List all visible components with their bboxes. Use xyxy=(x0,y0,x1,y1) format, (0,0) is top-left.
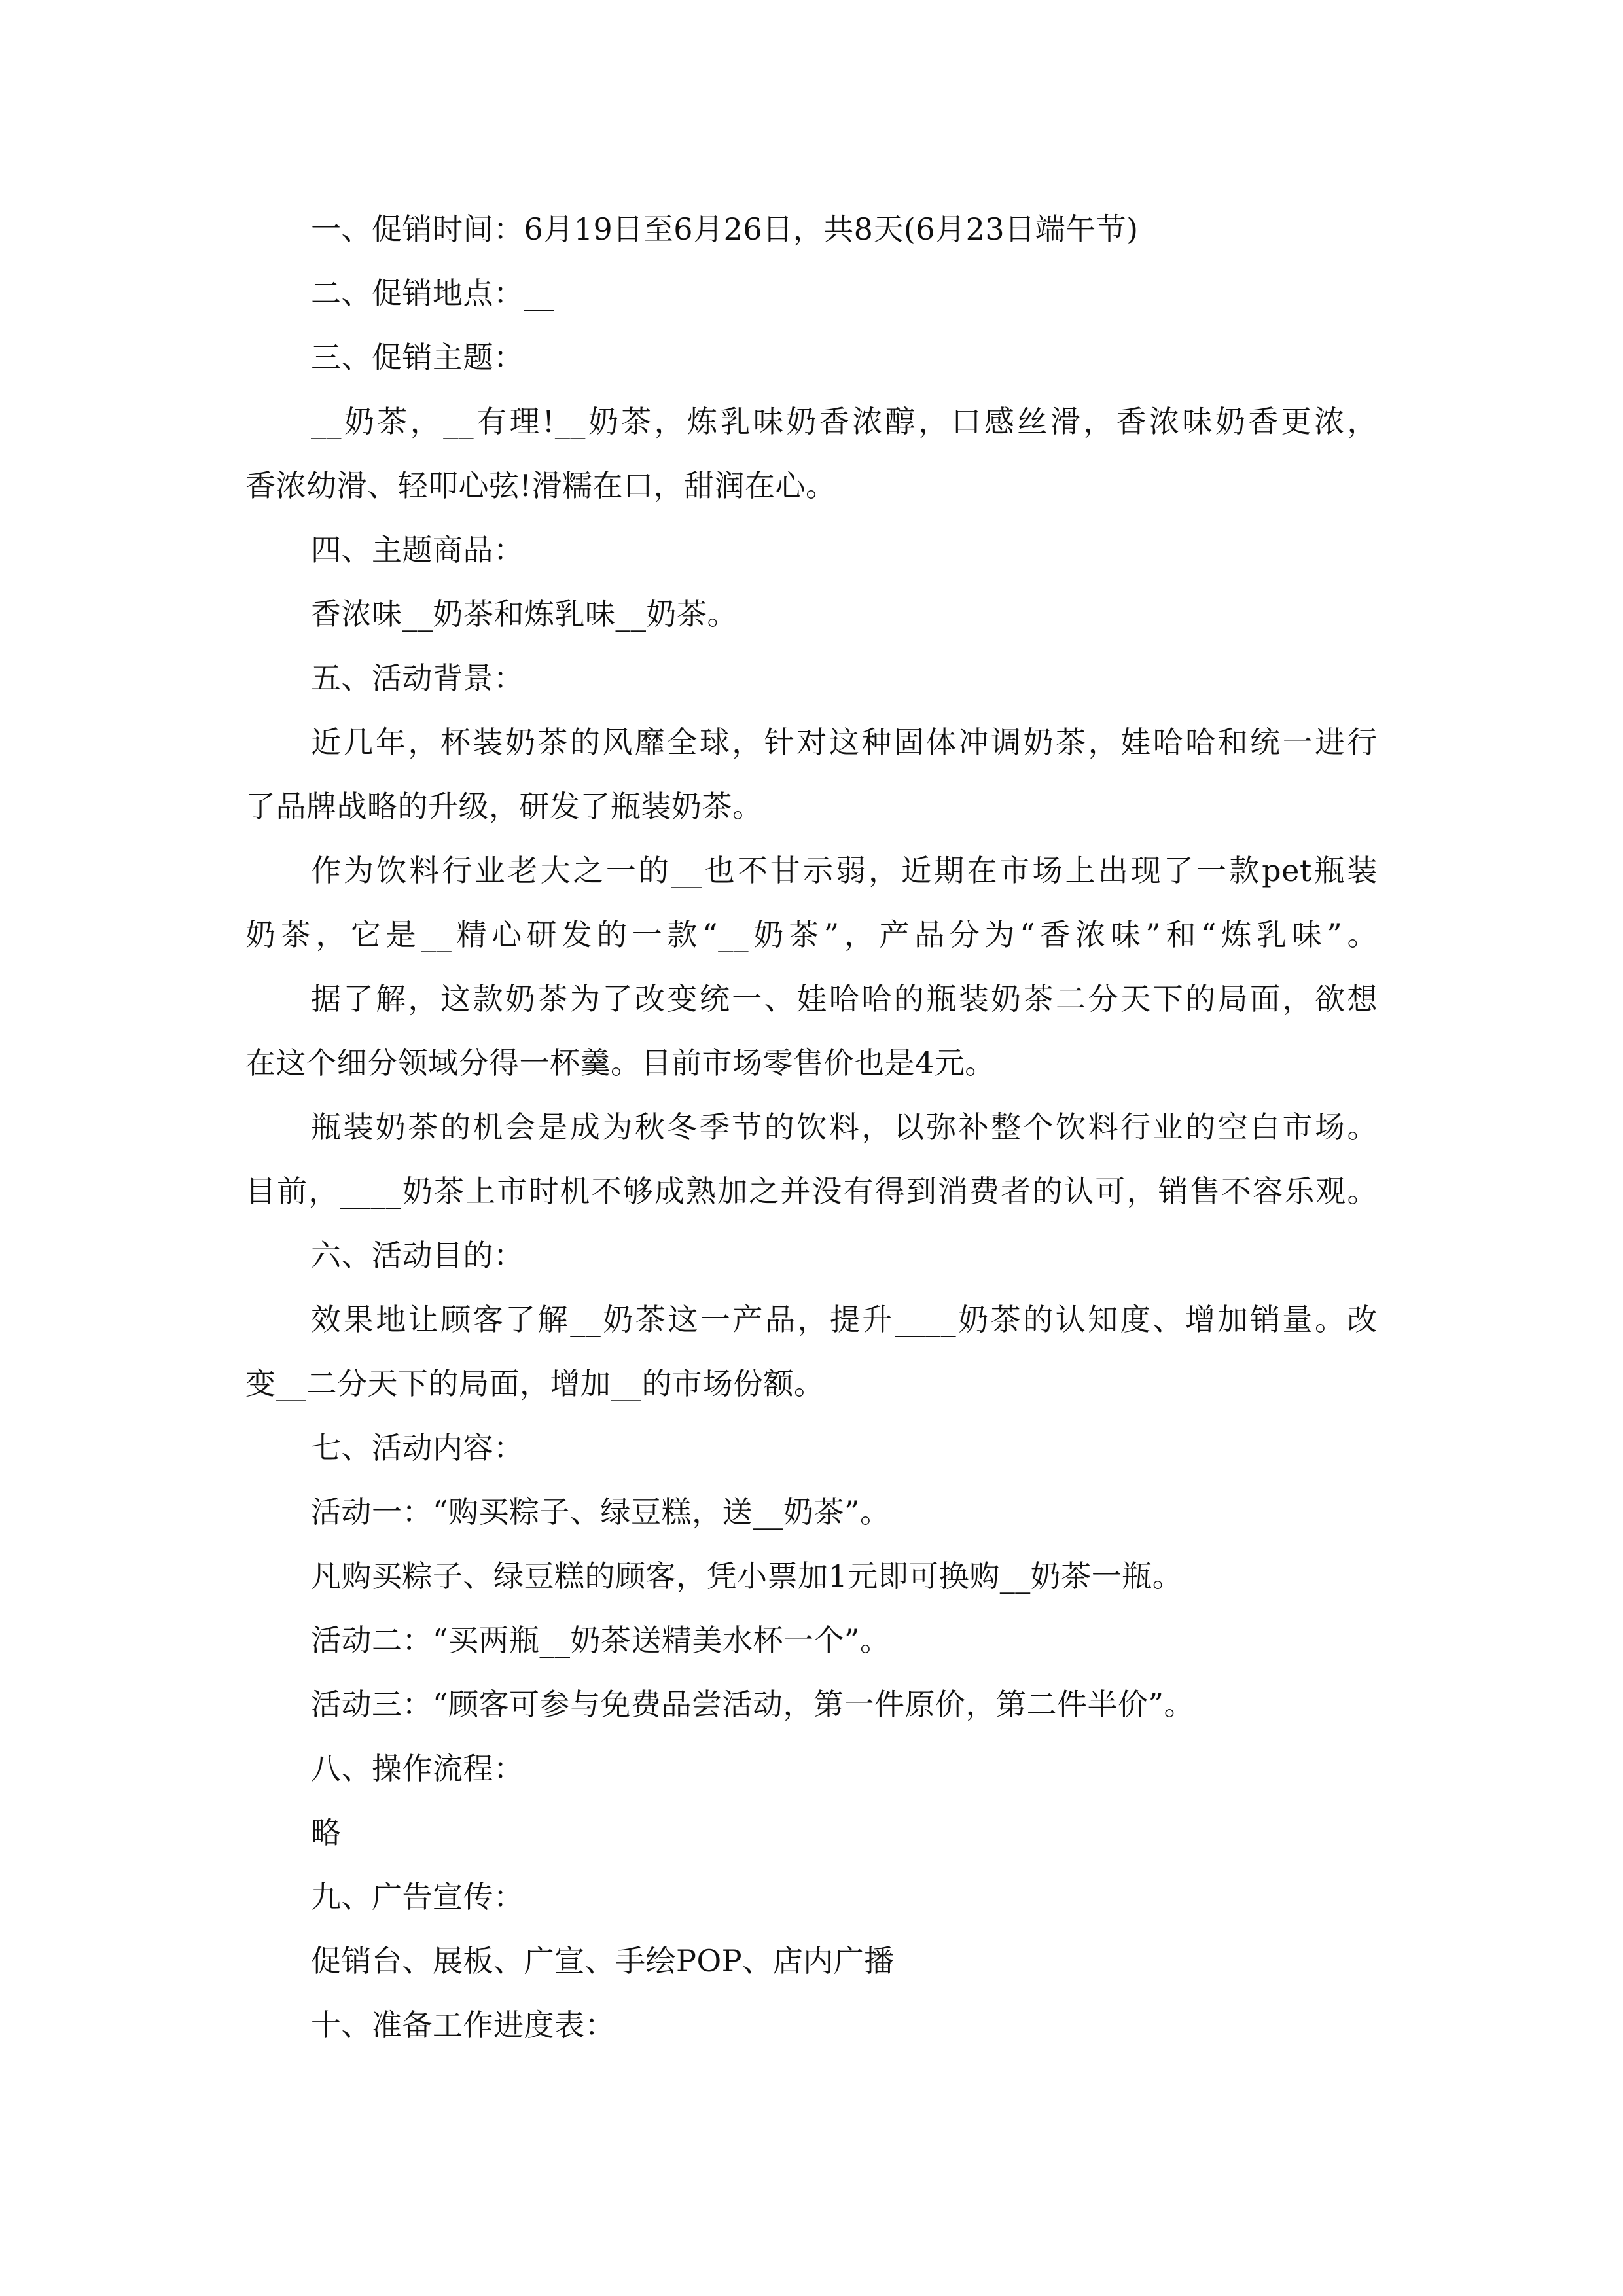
promo-location-line: 二、促销地点：__ xyxy=(311,276,555,311)
promo-time-line: 一、促销时间：6月19日至6月26日，共8天(6月23日端午节) xyxy=(311,211,1139,247)
promo-theme-heading: 三、促销主题： xyxy=(311,340,524,375)
advertising-heading: 九、广告宣传： xyxy=(311,1879,524,1914)
activity-two-line: 活动二：“买两瓶__奶茶送精美水杯一个”。 xyxy=(311,1623,891,1658)
content-heading: 七、活动内容： xyxy=(311,1430,524,1465)
process-text: 略 xyxy=(311,1815,342,1850)
activity-one-line: 活动一：“购买粽子、绿豆糕，送__奶茶”。 xyxy=(311,1494,891,1530)
background-text-5: 据了解，这款奶茶为了改变统一、娃哈哈的瓶装奶茶二分天下的局面，欲想 xyxy=(311,981,1378,1016)
purpose-text-2: 变__二分天下的局面，增加__的市场份额。 xyxy=(245,1366,825,1401)
background-text-4: 奶茶，它是__精心研发的一款“__奶茶”，产品分为“香浓味”和“炼乳味”。 xyxy=(245,917,1378,952)
purpose-heading: 六、活动目的： xyxy=(311,1238,524,1273)
theme-products-text: 香浓味__奶茶和炼乳味__奶茶。 xyxy=(311,596,738,632)
background-text-7: 瓶装奶茶的机会是成为秋冬季节的饮料，以弥补整个饮料行业的空白市场。 xyxy=(311,1109,1378,1145)
promo-theme-text-2: 香浓幼滑、轻叩心弦!滑糯在口，甜润在心。 xyxy=(245,468,836,503)
background-heading: 五、活动背景： xyxy=(311,660,524,696)
background-text-3: 作为饮料行业老大之一的__也不甘示弱，近期在市场上出现了一款pet瓶装 xyxy=(311,853,1378,888)
background-text-1: 近几年，杯装奶茶的风靡全球，针对这种固体冲调奶茶，娃哈哈和统一进行 xyxy=(311,725,1378,760)
process-heading: 八、操作流程： xyxy=(311,1751,524,1786)
advertising-text: 促销台、展板、广宣、手绘POP、店内广播 xyxy=(311,1943,895,1979)
background-text-2: 了品牌战略的升级，研发了瓶装奶茶。 xyxy=(245,789,763,824)
activity-one-detail: 凡购买粽子、绿豆糕的顾客，凭小票加1元即可换购__奶茶一瓶。 xyxy=(311,1558,1183,1594)
background-text-6: 在这个细分领域分得一杯羹。目前市场零售价也是4元。 xyxy=(245,1045,995,1081)
purpose-text-1: 效果地让顾客了解__奶茶这一产品，提升____奶茶的认知度、增加销量。改 xyxy=(311,1302,1378,1337)
promo-theme-text-1: __奶茶，__有理!__奶茶，炼乳味奶香浓醇，口感丝滑，香浓味奶香更浓， xyxy=(311,404,1378,439)
theme-products-heading: 四、主题商品： xyxy=(311,532,524,567)
background-text-8: 目前，____奶茶上市时机不够成熟加之并没有得到消费者的认可，销售不容乐观。 xyxy=(245,1174,1378,1209)
activity-three-line: 活动三：“顾客可参与免费品尝活动，第一件原价，第二件半价”。 xyxy=(311,1687,1195,1722)
schedule-heading: 十、准备工作进度表： xyxy=(311,2007,615,2043)
